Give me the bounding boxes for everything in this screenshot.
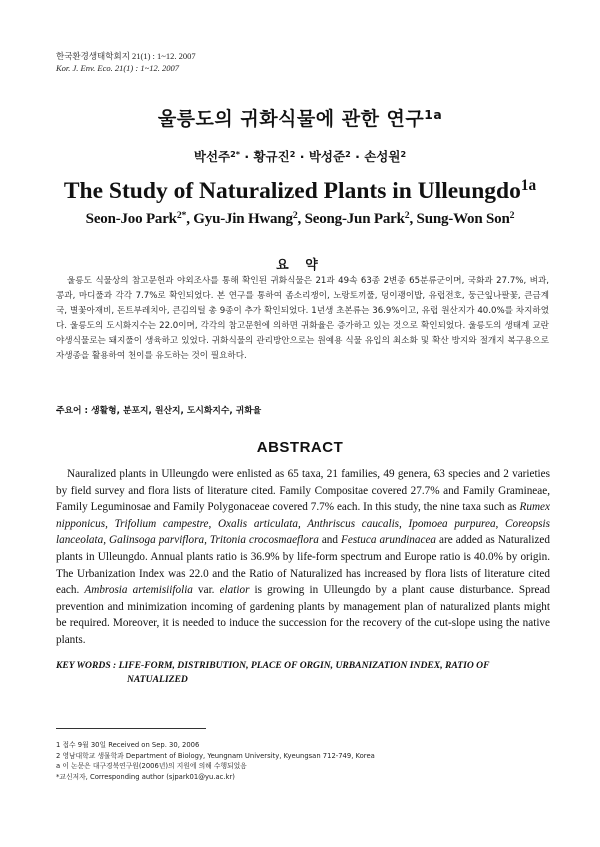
- title-english-text: The Study of Naturalized Plants in Ulleungdo: [63, 178, 521, 204]
- journal-header: [56, 50, 196, 74]
- abstract-text-segment: are added as Naturalized plants in Ulleungdo. Annual plants ratio is 36.9% by life-form spectrum and Europe ratio is 40.0% by origin. The Urbanization Index was 22.0 and the Ratio of Naturalized has increased by flora lists of literature cited each.: [56, 534, 550, 597]
- abstract-species-name: Festuca arundinacea: [341, 534, 437, 547]
- keywords-english-line1: LIFE-FORM, DISTRIBUTION, PLACE OF ORGIN, URBANIZATION INDEX, RATIO OF: [118, 660, 490, 671]
- title-korean-sup: 1a: [424, 107, 443, 122]
- footnotes: [56, 740, 375, 782]
- author-en-sup: 2: [404, 210, 410, 222]
- footnote: a 이 논문은 대구경북연구원(2006년)의 지원에 의해 수행되었음: [56, 762, 247, 770]
- keywords-korean-label: 주요어 :: [56, 406, 89, 416]
- abstract-species-name: Ambrosia artemisiifolia: [84, 584, 193, 597]
- journal-line-ko: 한국환경생태학회지 21(1) : 1~12. 2007: [56, 51, 196, 61]
- author-en-name: Sung-Won Son: [416, 211, 510, 227]
- abstract-species-name: elatior: [219, 584, 250, 597]
- footnote: 1 접수 9월 30일 Received on Sep. 30, 2006: [56, 741, 200, 749]
- author-en-name: Seong-Jun Park: [304, 211, 405, 227]
- authors-korean: [0, 147, 600, 165]
- author-ko-sup: 2: [400, 148, 407, 159]
- abstract-english-heading: ABSTRACT: [256, 439, 344, 456]
- keywords-english-line2: NATUALIZED: [127, 673, 188, 685]
- keywords-english-label: KEY WORDS :: [56, 660, 117, 671]
- footnote: 2 영남대학교 생물학과 Department of Biology, Yeungnam University, Kyeungsan 712-749, Korea: [56, 751, 375, 760]
- title-korean: [0, 104, 600, 131]
- author-ko-sup: 2: [345, 148, 351, 159]
- author-ko-name: 박성준: [308, 149, 346, 164]
- author-ko-sup: 2*: [230, 148, 241, 159]
- author-en-sup: 2*: [176, 210, 187, 222]
- abstract-text-segment: var.: [192, 584, 220, 597]
- keywords-korean-list: 생활형, 분포지, 원산지, 도시화지수, 귀화율: [91, 406, 262, 416]
- footnote-divider: [56, 728, 206, 729]
- keywords-english: [56, 659, 550, 686]
- keywords-korean: [56, 403, 261, 416]
- title-english: [0, 178, 600, 205]
- abstract-species-name: Rumex nipponicus, Trifolium campestre, Oxalis articulata, Anthriscus caucalis, Ipomoea purpurea, Coreopsis lanceolata, Galinsoga parviflora, Tritonia crocosmaeflora: [56, 501, 550, 547]
- journal-line-en: Kor. J. Env. Eco. 21(1) : 1~12. 2007: [56, 63, 179, 73]
- footnote: *교신저자, Corresponding author (sjpark01@yu.ac.kr): [56, 772, 235, 781]
- author-separator: ·: [244, 149, 250, 164]
- author-ko-sup: 2: [289, 148, 296, 159]
- title-korean-text: 울릉도의 귀화식물에 관한 연구: [157, 108, 425, 130]
- abstract-korean-body: 울릉도 식물상의 참고문헌과 야외조사를 통해 확인된 귀화식물은 21과 49속 63종 2변종 65분류군이며, 국화과 27.7%, 벼과, 콩과, 마디풀과 각각 7.7%로 확인되었다. 본 연구를 통하여 좀소리쟁이, 노랑토끼풀, 덩이괭이밥, 유럽전호, 둥근잎나팔꽃, 큰금계국, 별꽃아재비, 돈트부레치아, 큰김의털 총 9종이 추가 확인되었다. 1년생 초본류는 36.9%이고, 유럽 원산지가 40.0%를 차지하였다. 울릉도의 도시화지수는 22.0이며, 각각의 참고문헌에 의하면 귀화율은 증가하고 있는 것으로 확인되었다. 울릉도의 생태계 교란 야생식물로는 돼지풀이 생육하고 있었다. 귀화식물의 관리방안으로는 원예용 식물 유입의 최소화 및 확산 방지와 절개지 복구용으로 자생종을 활용하여 천이를 유도하는 것이 필요하다.: [56, 276, 549, 361]
- title-english-sup: 1a: [520, 177, 537, 195]
- author-ko-name: 박선주: [193, 149, 231, 164]
- author-separator: ·: [299, 149, 305, 164]
- abstract-text-segment: is growing in Ulleungdo by a plant cause disturbance. Spread prevention and minimization incoming of gardening plants by management plan of naturalized plants might be required. Moreover, it is needed to induce the succession for the recovery of the cut-slope using the native plants.: [56, 584, 550, 646]
- abstract-text-segment: Nauralized plants in Ulleungdo were enlisted as 65 taxa, 21 families, 49 genera, 63 species and 2 varieties by field survey and flora lists of literature cited. Family Compositae covered 27.7% and Family Gramineae, Family Leguminosae and Family Polygonaceae covered 7.7% each. In this study, the nine taxa such as: [56, 468, 550, 514]
- abstract-text-segment: and: [318, 534, 342, 547]
- authors-english: Seon-Joo Park$^{2*}$, Gyu-Jin Hwang$^2$, Seong-Jun Park$^2$, Sung-Won Son$^2$: [85, 210, 515, 227]
- author-separator: ·: [355, 149, 360, 164]
- author-en-sup: 2: [509, 210, 515, 222]
- author-ko-name: 손성원: [364, 149, 401, 164]
- author-en-name: Gyu-Jin Hwang: [193, 211, 293, 227]
- author-ko-name: 황규진: [253, 149, 290, 164]
- author-en-name: Seon-Joo Park: [85, 211, 177, 227]
- abstract-english-body: [56, 466, 550, 649]
- author-en-sup: 2: [292, 210, 298, 222]
- abstract-korean-heading: 요 약: [276, 258, 324, 273]
